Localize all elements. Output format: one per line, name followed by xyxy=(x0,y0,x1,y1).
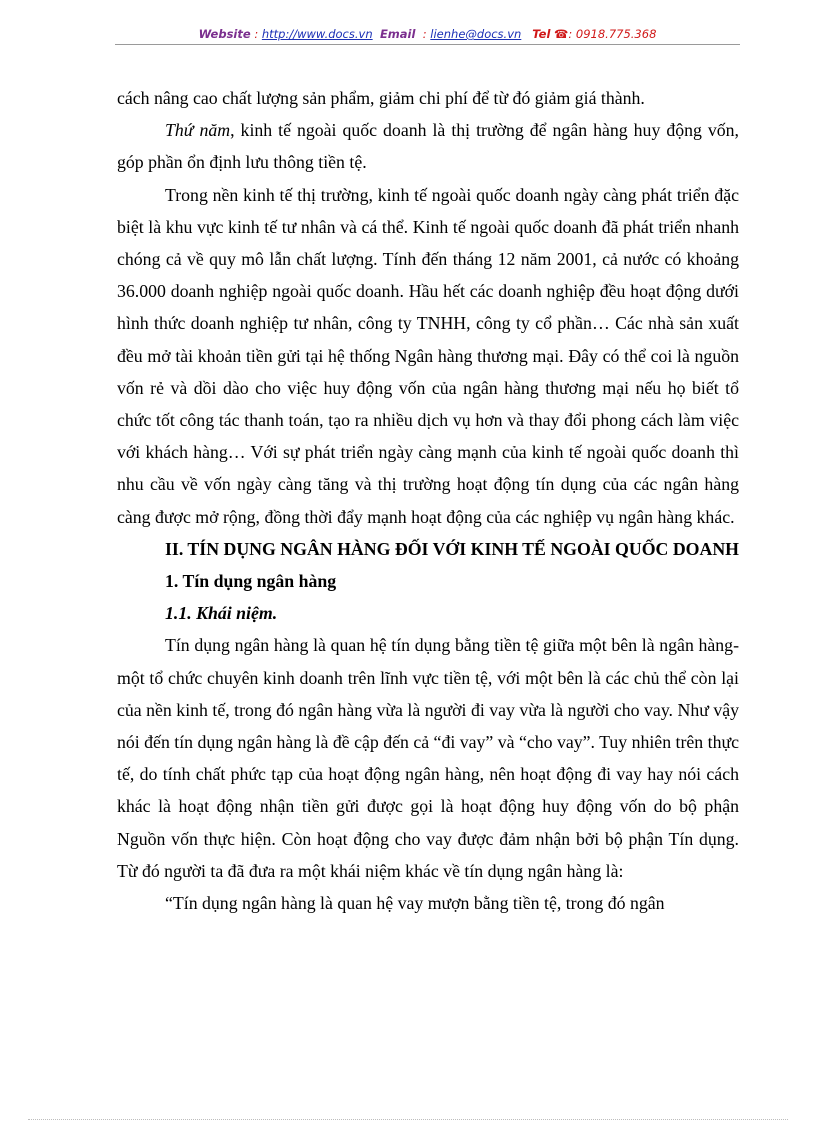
paragraph-5: “Tín dụng ngân hàng là quan hệ vay mượn bằng tiền tệ, trong đó ngân xyxy=(165,893,665,914)
paragraph-2-text: , kinh tế ngoài quốc doanh là thị trường để ngân hàng huy động vốn, góp phần ổn định lưu thông tiền tệ. xyxy=(117,120,740,173)
paragraph-2-emphasis: Thứ năm xyxy=(165,120,231,141)
footer-divider xyxy=(28,1119,788,1120)
tel-value: 0918.775.368 xyxy=(575,27,657,41)
tel-separator: : xyxy=(568,27,576,41)
paragraph-2 xyxy=(117,114,739,178)
email-label: Email xyxy=(379,27,416,41)
email-separator: : xyxy=(419,27,431,41)
website-link[interactable]: http://www.docs.vn xyxy=(261,27,373,41)
document-body xyxy=(117,82,739,919)
header-divider xyxy=(115,44,740,45)
page-header xyxy=(115,24,740,44)
email-link[interactable]: lienhe@docs.vn xyxy=(430,27,522,41)
phone-icon: ☎ xyxy=(554,27,569,41)
section-heading: II. TÍN DỤNG NGÂN HÀNG ĐỐI VỚI KINH TẾ NGOÀI QUỐC DOANH xyxy=(165,538,740,559)
paragraph-1: cách nâng cao chất lượng sản phẩm, giảm chi phí để từ đó giảm giá thành. xyxy=(117,88,645,108)
sub-subsection-heading: 1.1. Khái niệm. xyxy=(165,603,278,624)
tel-label: Tel xyxy=(532,27,551,41)
website-separator: : xyxy=(250,27,262,41)
subsection-heading: 1. Tín dụng ngân hàng xyxy=(165,571,337,592)
paragraph-3: Trong nền kinh tế thị trường, kinh tế ngoài quốc doanh ngày càng phát triển đặc biệt là khu vực kinh tế tư nhân và cá thể. Kinh tế ngoài quốc doanh đã phát triển nhanh chóng cả về quy mô lẫn chất lượng. Tính đến tháng 12 năm 2001, cả nước có khoảng 36.000 doanh nghiệp ngoài quốc doanh. Hầu hết các doanh nghiệp đều hoạt động dưới hình thức doanh nghiệp tư nhân, công ty TNHH, công ty cổ phần… Các nhà sản xuất đều mở tài khoản tiền gửi tại hệ thống Ngân hàng thương mại. Đây có thể coi là nguồn vốn rẻ và dồi dào cho việc huy động vốn của ngân hàng thương mại nếu họ biết tổ chức tốt công tác thanh toán, tạo ra nhiều dịch vụ hơn và thay đổi phong cách làm việc với khách hàng… Với sự phát triển ngày càng mạnh của kinh tế ngoài quốc doanh thì nhu cầu về vốn ngày càng tăng và thị trường hoạt động tín dụng của các ngân hàng càng được mở rộng, đồng thời đẩy mạnh hoạt động của các nghiệp vụ ngân hàng khác. xyxy=(117,184,739,527)
paragraph-4: Tín dụng ngân hàng là quan hệ tín dụng bằng tiền tệ giữa một bên là ngân hàng- một tổ chức chuyên kinh doanh trên lĩnh vực tiền tệ, với một bên là các chủ thể còn lại của nền kinh tế, trong đó ngân hàng vừa là người đi vay vừa là người cho vay. Như vậy nói đến tín dụng ngân hàng là đề cập đến cả “đi vay” và “cho vay”. Tuy nhiên trên thực tế, do tính chất phức tạp của hoạt động ngân hàng, nên hoạt động đi vay hay nói cách khác là hoạt động nhận tiền gửi được gọi là hoạt động huy động vốn do bộ phận Nguồn vốn thực hiện. Còn hoạt động cho vay được đảm nhận bởi bộ phận Tín dụng. Từ đó người ta đã đưa ra một khái niệm khác về tín dụng ngân hàng là: xyxy=(117,635,739,881)
website-label: Website xyxy=(198,27,251,41)
